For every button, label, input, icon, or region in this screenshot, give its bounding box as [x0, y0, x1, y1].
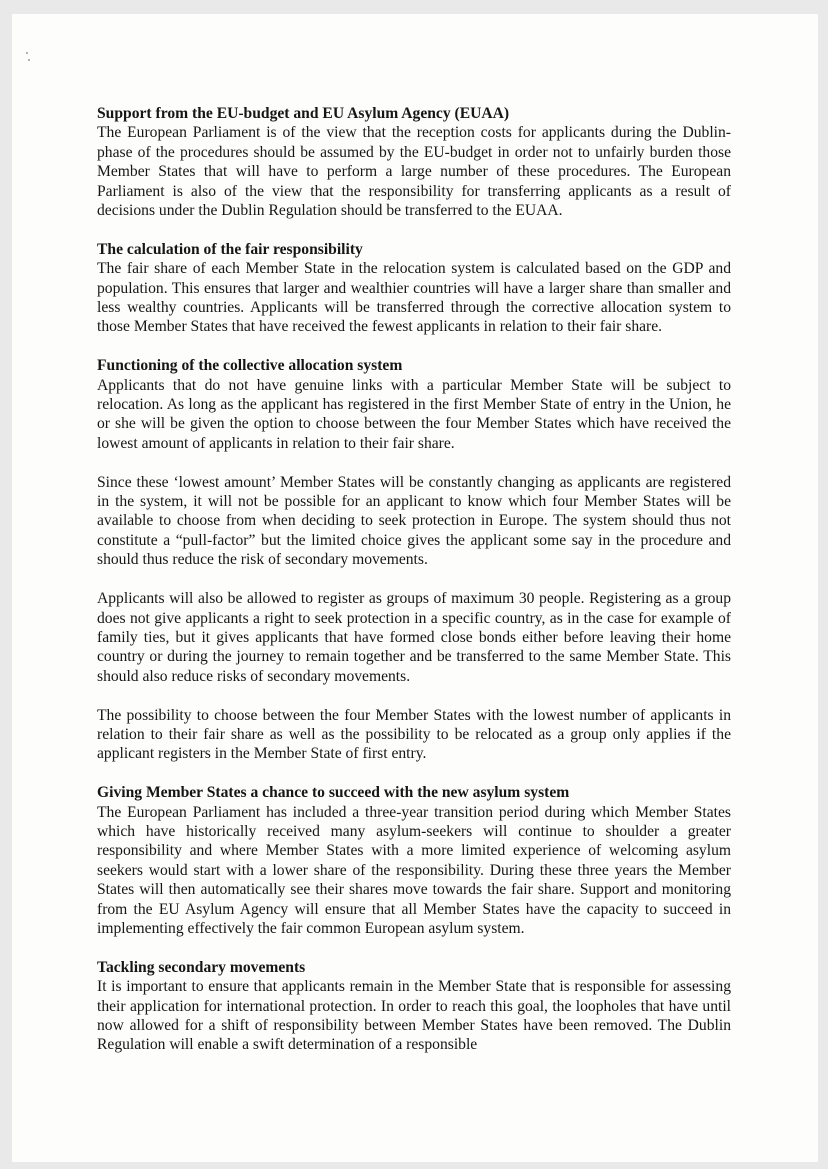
- section-fair-responsibility: [97, 240, 731, 337]
- section-title: Functioning of the collective allocation system: [97, 357, 403, 375]
- section-transition-period: [97, 783, 731, 938]
- paragraph: The European Parliament has included a three-year transition period during which Member States which have historically received many asylum-seekers will continue to shoulder a greater responsibility and where Member States with a more limited experience of welcoming asylum seekers would start with a lower share of the responsibility. During these three years the Member States will then automatically see their shares move towards the fair share. Support and monitoring from the EU Asylum Agency will ensure that all Member States have the capacity to succeed in implementing effectively the fair common European asylum system.: [97, 803, 731, 937]
- scan-speck: [28, 59, 30, 61]
- paragraph: The fair share of each Member State in the relocation system is calculated based on the GDP and population. This ensures that larger and wealthier countries will have a larger share than smaller and less wealthy countries. Applicants will be transferred through the corrective allocation system to those Member States that have received the fewest applicants in relation to their fair share.: [97, 260, 731, 336]
- section-eu-budget: [97, 104, 731, 220]
- paragraph: It is important to ensure that applicants remain in the Member State that is responsible for assessing their application for international protection. In order to reach this goal, the loopholes that have until now allowed for a shift of responsibility between Member States have been removed. The Dublin Regulation will enable a swift determination of a responsible: [97, 978, 731, 1054]
- document-page: [12, 14, 818, 1162]
- section-title: The calculation of the fair responsibility: [97, 240, 363, 258]
- paragraph: Applicants that do not have genuine links with a particular Member State will be subject to relocation. As long as the applicant has registered in the first Member State of entry in the Union, he or she will be given the option to choose between the four Member States which have received the lowest amount of applicants in relation to their fair share.: [97, 376, 731, 452]
- paragraph: Applicants will also be allowed to register as groups of maximum 30 people. Registering as a group does not give applicants a right to seek protection in a specific country, as in the case for example of family ties, but it gives applicants that have formed close bonds either before leaving their home country or during the journey to remain together and be transferred to the same Member State. This should also reduce risks of secondary movements.: [97, 590, 731, 685]
- section-secondary-movements: [97, 958, 731, 1055]
- scan-speck: [26, 52, 28, 54]
- document-body: [97, 104, 731, 1074]
- section-collective-allocation: [97, 356, 731, 763]
- paragraph: The European Parliament is of the view that the reception costs for applicants during the Dublin-phase of the procedures should be assumed by the EU-budget in order not to unfairly burden those Member States that will have to perform a large number of these procedures. The European Parliament is also of the view that the responsibility for transferring applicants as a result of decisions under the Dublin Regulation should be transferred to the EUAA.: [97, 124, 731, 220]
- section-title: Support from the EU-budget and EU Asylum Agency (EUAA): [97, 105, 510, 122]
- section-title: Tackling secondary movements: [97, 958, 306, 976]
- section-title: Giving Member States a chance to succeed with the new asylum system: [97, 784, 570, 802]
- paragraph: The possibility to choose between the four Member States with the lowest number of applicants in relation to their fair share as well as the possibility to be relocated as a group only applies if the applicant registers in the Member State of first entry.: [97, 706, 731, 763]
- paragraph: Since these ‘lowest amount’ Member States will be constantly changing as applicants are registered in the system, it will not be possible for an applicant to know which four Member States will be available to choose from when deciding to seek protection in Europe. The system should thus not constitute a “pull-factor” but the limited choice gives the applicant some say in the procedure and should thus reduce the risk of secondary movements.: [97, 473, 731, 569]
